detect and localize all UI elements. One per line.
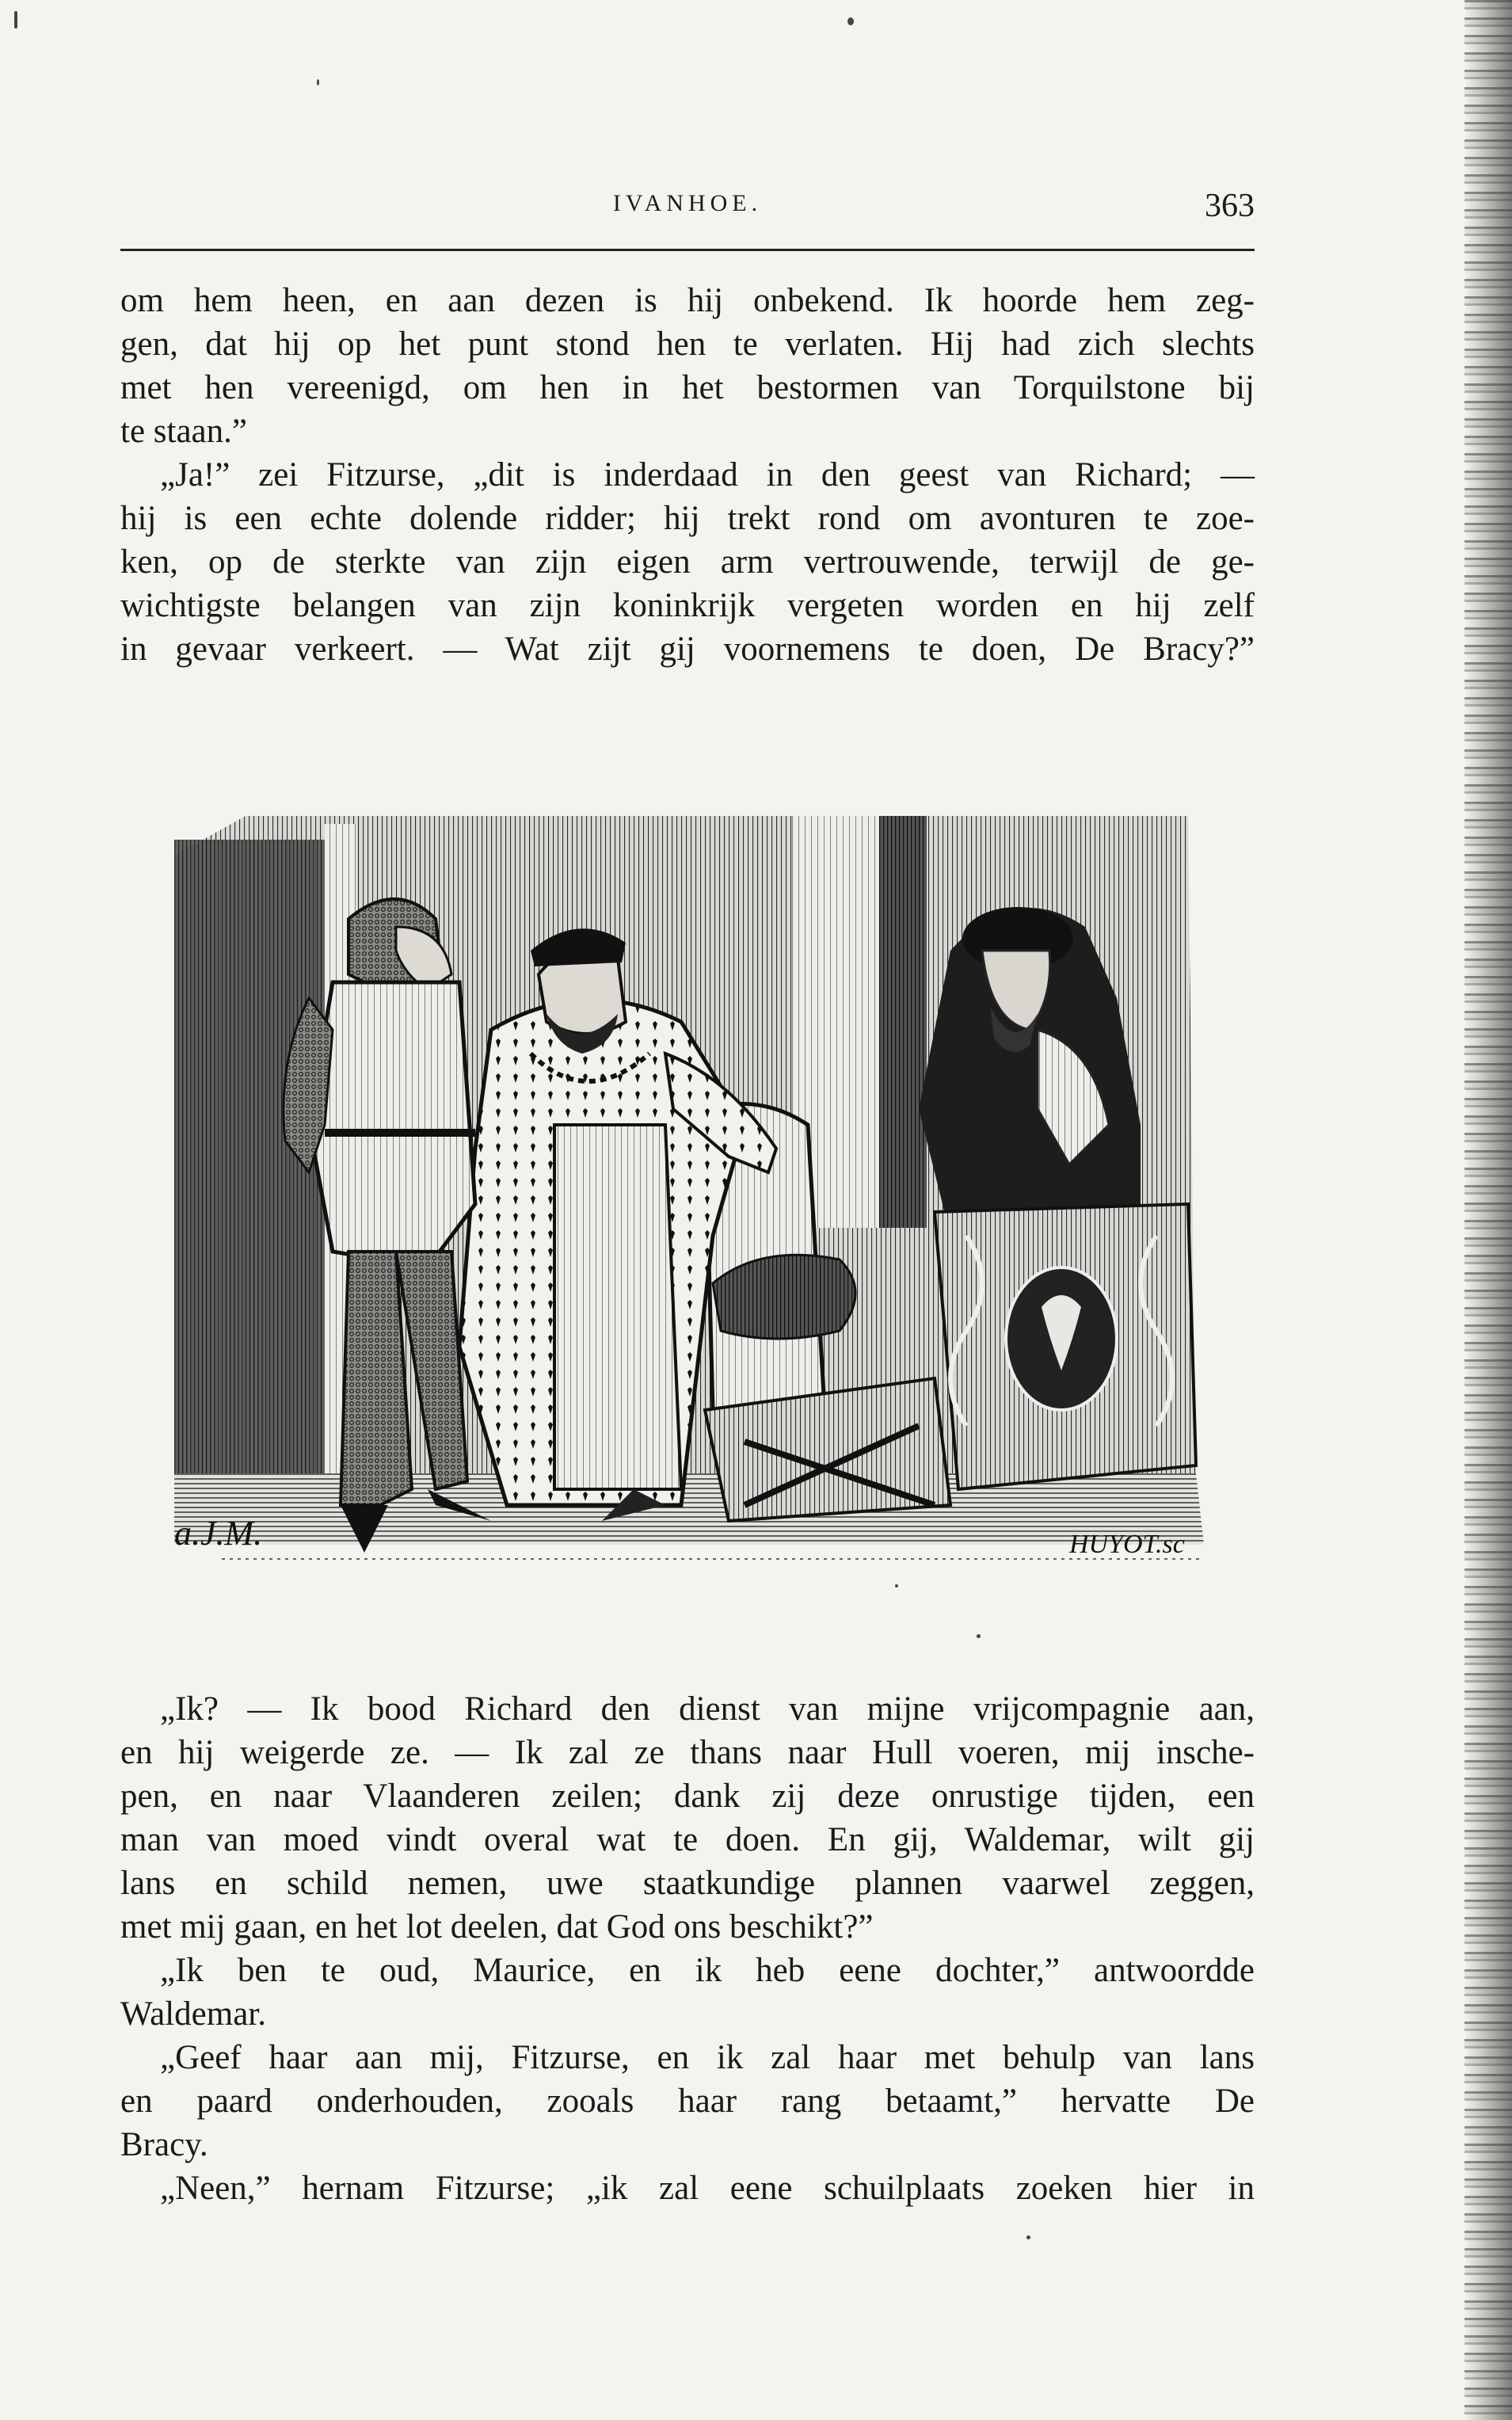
text-line: hij is een echte dolende ridder; hij trekt rond om avonturen te zoe-: [120, 500, 1255, 537]
text-line: en hij weigerde ze. — Ik zal ze thans naar Hull voeren, mij insche-: [120, 1734, 1255, 1771]
text-line: wichtigste belangen van zijn koninkrijk vergeten worden en hij zelf: [120, 587, 1255, 624]
page-number: 363: [1205, 188, 1255, 224]
floor: [174, 1473, 1204, 1545]
scanned-page-edge: [1464, 0, 1512, 2420]
text-line: Waldemar.: [120, 1995, 266, 2033]
scan-speck: [14, 11, 17, 29]
text-line: met hen vereenigd, om hen in het bestormen van Torquilstone bij: [120, 369, 1255, 406]
scan-speck: [895, 1584, 898, 1587]
scan-speck: [847, 17, 854, 25]
text-line: om hem heen, en aan dezen is hij onbekend. Ik hoorde hem zeg-: [120, 282, 1255, 319]
header-rule: [120, 249, 1255, 251]
text-line: „Ik ben te oud, Maurice, en ik heb eene dochter,” antwoordde: [160, 1952, 1255, 1989]
top-text-block: [120, 279, 1255, 671]
scan-speck: [1026, 2235, 1030, 2239]
text-line: man van moed vindt overal wat te doen. En gij, Waldemar, wilt gij: [120, 1821, 1255, 1858]
text-line: ken, op de sterkte van zijn eigen arm vertrouwende, terwijl de ge-: [120, 543, 1255, 581]
text-line: lans en schild nemen, uwe staatkundige plannen vaarwel zeggen,: [120, 1865, 1255, 1902]
text-line: pen, en naar Vlaanderen zeilen; dank zij deze onrustige tijden, een: [120, 1778, 1255, 1815]
running-title: IVANHOE.: [612, 190, 763, 216]
text-line: „Ja!” zei Fitzurse, „dit is inderdaad in den geest van Richard; —: [160, 456, 1255, 494]
engraving-illustration: [158, 792, 1220, 1561]
text-line: met mij gaan, en het lot deelen, dat God ons beschikt?”: [120, 1908, 874, 1946]
text-line: „Geef haar aan mij, Fitzurse, en ik zal haar met behulp van lans: [160, 2039, 1255, 2076]
text-line: „Neen,” hernam Fitzurse; „ik zal eene schuilplaats zoeken hier in: [160, 2170, 1255, 2207]
scan-speck: [977, 1634, 981, 1638]
artist-signature: a.J.M.: [174, 1514, 263, 1553]
center-pillar-shadow: [879, 816, 927, 1228]
scan-speck: [317, 79, 319, 86]
running-head: [120, 187, 1255, 234]
engraver-signature: HUYOT.sc: [1069, 1530, 1185, 1559]
engraving-svg: [158, 792, 1220, 1561]
bottom-text-block: [120, 1687, 1255, 2210]
text-line: Bracy.: [120, 2126, 208, 2163]
text-line: „Ik? — Ik bood Richard den dienst van mijne vrijcompagnie aan,: [160, 1690, 1255, 1728]
knight-surcoat: [309, 982, 475, 1267]
text-line: gen, dat hij op het punt stond hen te verlaten. Hij had zich slechts: [120, 326, 1255, 363]
text-line: in gevaar verkeert. — Wat zijt gij voornemens te doen, De Bracy?”: [120, 631, 1255, 668]
robe-tunic: [554, 1125, 681, 1489]
text-line: en paard onderhouden, zooals haar rang betaamt,” hervatte De: [120, 2083, 1255, 2120]
text-line: te staan.”: [120, 413, 247, 450]
